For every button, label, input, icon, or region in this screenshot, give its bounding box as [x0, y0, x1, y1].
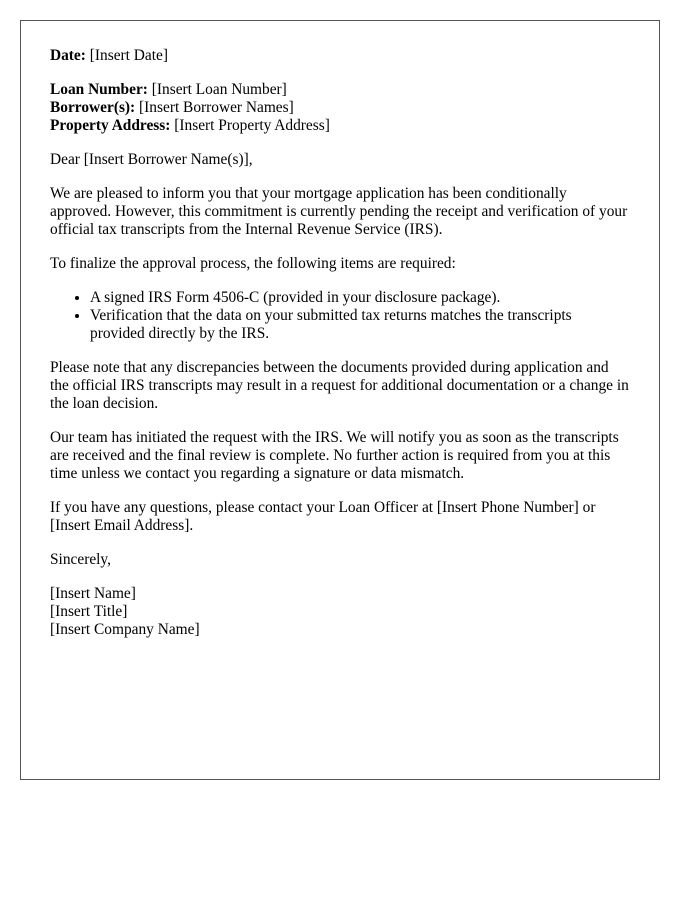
signature-block	[50, 585, 630, 639]
loan-number-label: Loan Number:	[50, 81, 148, 98]
paragraph-discrepancies: Please note that any discrepancies between the documents provided during application and the official IRS transcripts may result in a request for additional documentation or a change in the loan decision.	[50, 359, 629, 412]
paragraph-contact: If you have any questions, please contact your Loan Officer at [Insert Phone Number] or [Insert Email Address].	[50, 499, 596, 534]
paragraph-requirements-intro: To finalize the approval process, the following items are required:	[50, 255, 456, 272]
property-address-line	[50, 117, 630, 135]
loan-number-line	[50, 81, 630, 99]
list-item: • Verification that the data on your submitted tax returns matches the transcripts provided directly by the IRS.	[90, 307, 630, 343]
property-address-value: [Insert Property Address]	[174, 117, 330, 134]
signature-name: [Insert Name]	[50, 585, 136, 602]
borrowers-line	[50, 99, 630, 117]
requirements-list	[50, 289, 630, 343]
date-label: Date:	[50, 47, 86, 64]
salutation: Dear [Insert Borrower Name(s)],	[50, 151, 253, 168]
date-value: [Insert Date]	[89, 47, 168, 64]
borrowers-label: Borrower(s):	[50, 99, 136, 116]
paragraph-approval: We are pleased to inform you that your mortgage application has been conditionally approved. However, this commitment is currently pending the receipt and verification of your official tax transcripts from the Internal Revenue Service (IRS).	[50, 185, 628, 238]
loan-number-value: [Insert Loan Number]	[151, 81, 287, 98]
property-address-label: Property Address:	[50, 117, 171, 134]
borrowers-value: [Insert Borrower Names]	[139, 99, 294, 116]
signature-company: [Insert Company Name]	[50, 621, 200, 638]
loan-details-block	[50, 81, 630, 135]
closing: Sincerely,	[50, 551, 111, 568]
signature-title: [Insert Title]	[50, 603, 128, 620]
paragraph-next-steps: Our team has initiated the request with the IRS. We will notify you as soon as the transcripts are received and the final review is complete. No further action is required from you at this time unless we contact you regarding a signature or data mismatch.	[50, 429, 619, 482]
list-item: • A signed IRS Form 4506-C (provided in your disclosure package).	[90, 289, 630, 307]
letter-page	[20, 20, 660, 780]
date-line	[50, 47, 630, 65]
